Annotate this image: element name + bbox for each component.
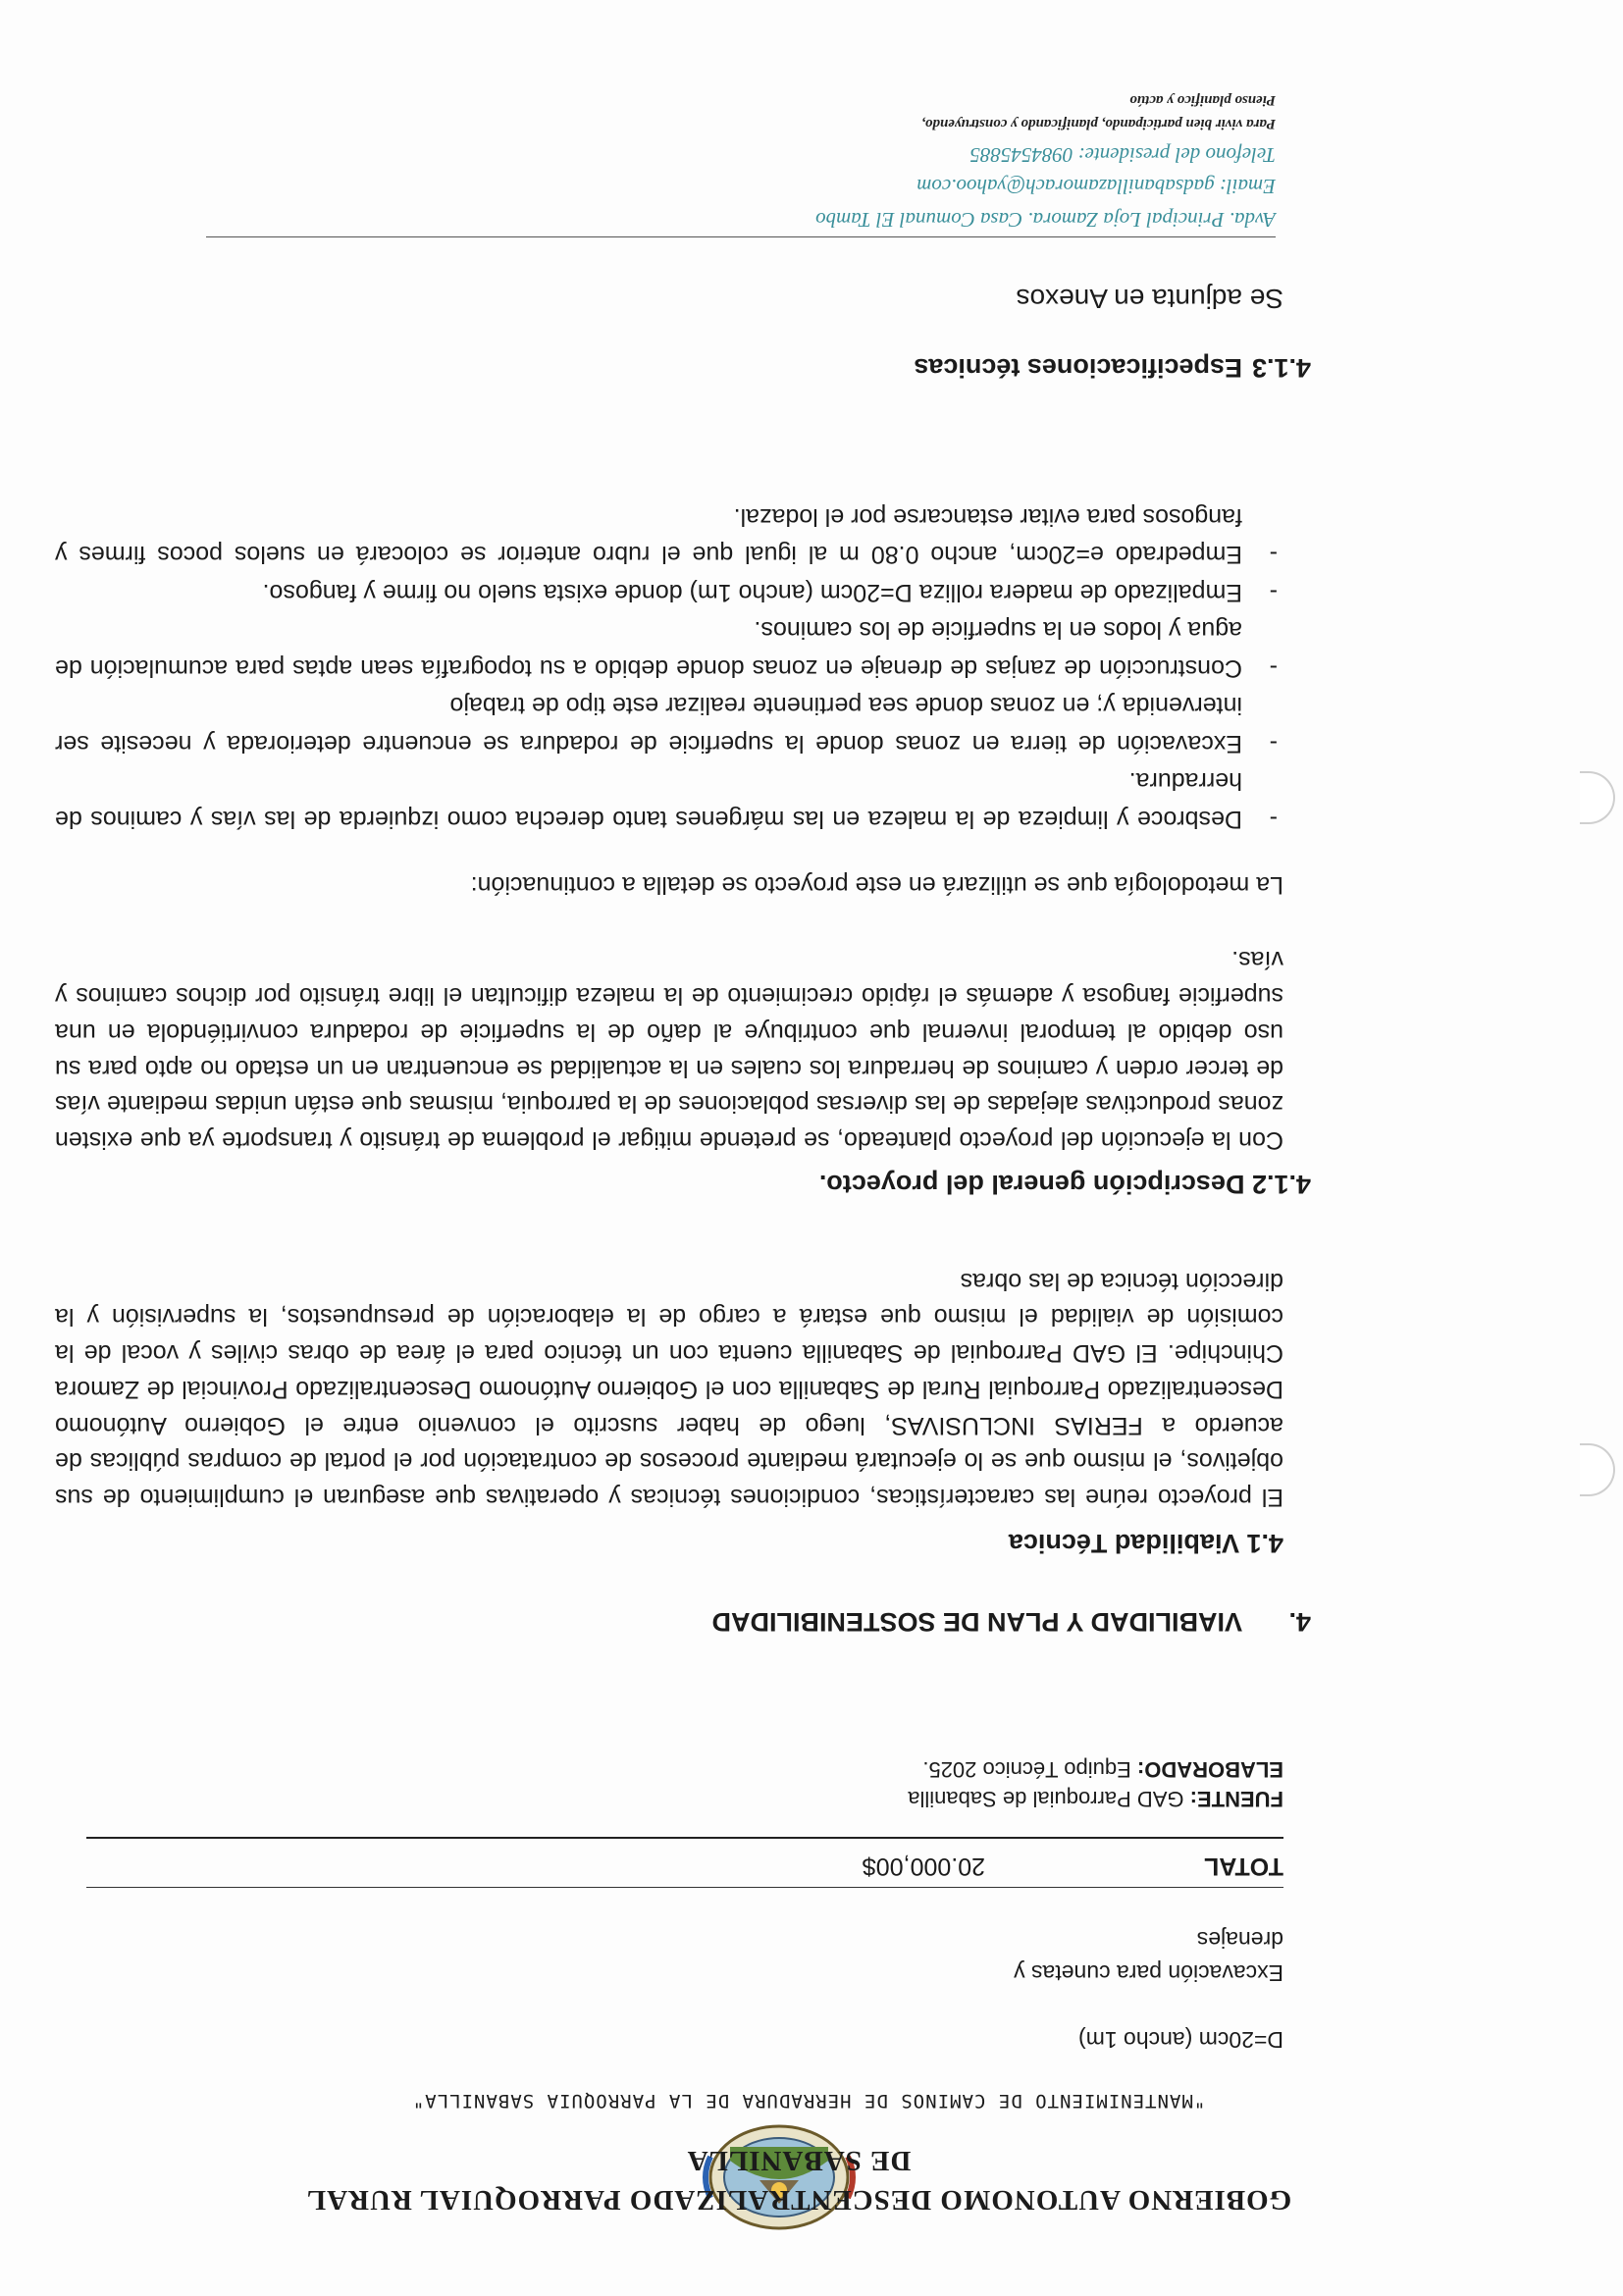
institution-title-line2: DE SABANILLA [686,2145,912,2176]
project-title: "MANTENIMIENTO DE CAMINOS DE HERRADURA DE LA PARROQUIA SABANILLA" [411,2090,1206,2112]
parish-emblem-logo [701,2117,858,2237]
total-label: TOTAL [1203,1852,1283,1880]
section-number: 4. [1288,1607,1311,1637]
footer-rule [206,236,1276,237]
source-value: GAD Parroquial de Sabanilla [908,1787,1190,1811]
section-heading-4-1-3 [914,352,1311,383]
table-row-material: D=20cm (ancho 1m) [1078,2027,1283,2053]
total-value: 20.000,00$ [862,1852,985,1880]
elaborated-value: Equipo Técnico 2025. [922,1757,1137,1782]
paragraph-annexes: Se adjunta en Anexos [1016,284,1283,314]
methodology-list [55,498,1283,839]
section-title: Especificaciones técnicas [914,353,1242,383]
list-item: - Construcción de zanjas de drenaje en zonas donde debido a su topografía sean aptas para acumulación de agua y lodos en la superficie de los caminos. [55,611,1283,687]
list-item: - Empalizado de madera rolliza D=20cm (ancho 1m) donde exista suelo no firme y fangoso. [55,574,1283,612]
table-row-excavation: Excavación para cunetas y drenajes [1014,1927,1283,1986]
table-bottom-rule [86,1837,1283,1839]
list-item: - Desbroce y limpieza de la maleza en las márgenes tanto derecha como izquierda de las vías y caminos de herradura. [55,762,1283,838]
footer-slogan-2: Pienso planifico y actúo [1129,92,1276,108]
footer-slogan: Para vivir bien participando, planificando y construyendo, [921,116,1276,131]
section-heading-4-1: 4.1 Viabilidad Técnica [1008,1529,1283,1558]
punch-hole [1580,771,1615,824]
section-number: 4.1.3 [1251,353,1311,383]
footer-email: Email: gadsabanillazamorach@yahoo.com [916,175,1276,198]
punch-hole [1580,1443,1615,1496]
footer-phone: Telefono del presidente: 0984545885 [969,143,1276,167]
source-line [908,1786,1283,1811]
list-item: - Empedrado e=20cm, ancho 0.80 m al igual que el rubro anterior se colocará en suelos pocos firmes y fangosos para evitar estancarse por el lodazal. [55,498,1283,574]
paragraph-technical-viability: El proyecto reúne las características, condiciones técnicas y operativas que aseguran el cumplimiento de sus objetivos, el mismo que se lo ejecutará mediante procesos de contratación por el portal de compras públicas de acuerdo a FERIAS INCLUSIVAS, luego de haber suscrito el convenio entre el Gobierno Autónomo Descentralizado Parroquial Rural de Sabanilla con el Gobierno Autónomo Descentralizado Provincial de Zamora Chinchipe. El GAD Parroquial de Sabanilla cuenta con un técnico para el área de obras civiles y vocal de la comisión de vialidad el mismo que estará a cargo de la elaboración de presupuestos, la supervisión y la dirección técnica de las obras [55,1267,1283,1511]
section-title: VIABILIDAD Y PLAN DE SOSTENIBILIDAD [711,1607,1242,1637]
source-label: FUENTE: [1189,1787,1283,1811]
elaborated-label: ELABORADO: [1136,1757,1283,1782]
section-heading-4 [711,1606,1311,1637]
elaborated-line [922,1756,1283,1782]
footer-address: Avda. Principal Loja Zamora. Casa Comunal El Tambo [815,208,1276,232]
paragraph-project-description: Con la ejecución del proyecto planteado, se pretende mitigar el problema de tránsito y transporte ya que existen zonas productivas alejadas de las diversas poblaciones de la parroquia, mismas que están unidas mediante vías de tercer orden y caminos de herradura los cuales en la actualidad se encuentran en un estado no apto para su uso debido al temporal invernal que contribuye al daño de la superficie de rodadura convirtiéndola en una superficie fangosa y además el rápido crecimiento de la maleza dificultan el libre tránsito por dichos caminos y vías. [55,946,1283,1154]
list-item: - Excavación de tierra en zonas donde la superficie de rodadura se encuentre deteriorada y necesite ser intervenida y; en zonas donde sea pertinente realizar este tipo de trabajo [55,687,1283,762]
table-divider [86,1887,1283,1888]
section-heading-4-1-2: 4.1.2 Descripción general del proyecto. [818,1170,1311,1199]
paragraph-methodology-intro: La metodología que se utilizará en este proyecto se detalla a continuación: [470,871,1283,899]
institution-title: GOBIERNO AUTONOMO DESCENTRALIZADO PARROQUIAL RURAL [305,2184,1292,2216]
